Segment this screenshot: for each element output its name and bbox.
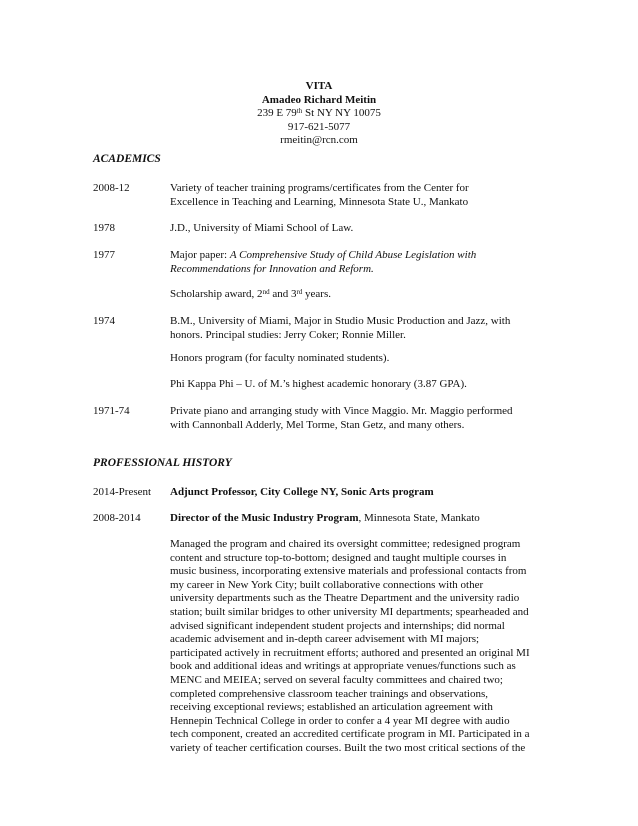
desc-line: Hennepin Technical College in order to confer a 4 year MI degree with audio [170,714,510,727]
desc-line: variety of teacher certification courses. Built the two most critical sections of the [170,741,526,754]
entry-text [170,249,550,276]
job-title: Adjunct Professor, City College NY, Sonic Arts program [170,486,434,498]
desc-line: book and additional ideas and writings at appropriate venues/functions such as [170,660,516,673]
email: rmeitin@rcn.com [280,134,358,146]
entry-year: 1974 [93,315,115,327]
text-part: Scholarship award, 2 [170,288,263,300]
entry-year: 1971-74 [93,405,130,417]
job-employer: , Minnesota State, Mankato [358,512,480,524]
address [0,107,638,121]
desc-line: participated actively in recruitment efforts; authored and presented an original MI [170,646,530,659]
desc-line: MENC and MEIEA; served on several faculty committees and chaired two; [170,673,503,686]
entry-label: Major paper: [170,249,230,261]
address-ordinal: th [296,107,303,115]
document-title: VITA [305,80,333,92]
text-part: and 3 [269,288,297,300]
job-year: 2008-2014 [93,512,141,524]
honors-line: Honors program (for faculty nominated students). [170,352,390,364]
phi-kappa-phi-line: Phi Kappa Phi – U. of M.’s highest academic honorary (3.87 GPA). [170,378,467,390]
entry-year: 1977 [93,249,115,261]
job-heading [170,512,550,526]
entry-text [170,222,550,236]
entry-line: Excellence in Teaching and Learning, Minnesota State U., Mankato [170,195,469,208]
paper-title-cont: Recommendations for Innovation and Reform. [170,262,374,275]
ordinal: rd [296,288,303,296]
entry-line [170,249,550,263]
entry-line: B.M., University of Miami, Major in Studio Music Production and Jazz, with [170,315,511,327]
person-name: Amadeo Richard Meitin [261,93,377,106]
desc-line: my career in New York City; built collaborative connections with other [170,578,484,591]
entry-line: with Cannonball Adderly, Mel Torme, Stan Getz, and many others. [170,418,465,431]
desc-line: advised significant independent student projects and internships; did normal [170,619,505,632]
phone: 917-621-5077 [287,120,351,133]
paper-title: A Comprehensive Study of Child Abuse Legislation with [229,249,477,261]
entry-line: Variety of teacher training programs/certificates from the Center for [170,182,469,194]
entry-text [170,405,550,432]
entry-year: 2008-12 [93,182,130,194]
entry-line: honors. Principal studies: Jerry Coker; Ronnie Miller. [170,328,406,341]
desc-line: Managed the program and chaired its oversight committee; redesigned program [170,538,521,550]
job-title: Director of the Music Industry Program [170,512,359,524]
text-part: years. [302,288,332,300]
desc-line: academic advisement and in-depth career advisement with MI majors; [170,633,480,646]
academics-heading: ACADEMICS [93,153,161,165]
entry-line [170,288,550,302]
professional-heading: PROFESSIONAL HISTORY [93,457,232,469]
job-year: 2014-Present [93,486,152,498]
desc-line: music business, incorporating extensive materials and professional contacts from [170,565,527,578]
desc-line: station; built similar bridges to other university MI departments; spearheaded and [170,605,529,618]
desc-line: university departments such as the Theatre Department and the university radio [170,592,520,605]
desc-line: completed comprehensive classroom teacher trainings and observations, [170,687,488,700]
desc-line: receiving exceptional reviews; established an articulation agreement with [170,701,493,714]
entry-text [170,315,550,342]
vita-header [0,80,638,148]
scholarship-line [170,288,550,302]
entry-year: 1978 [93,222,115,234]
entry-text [170,182,550,209]
entry-line: Private piano and arranging study with Vince Maggio. Mr. Maggio performed [170,405,513,417]
desc-line: tech component, created an accredited certificate program in MI. Participated in a [170,728,530,741]
address-street: 239 E 79 [257,107,297,119]
entry-line: J.D., University of Miami School of Law. [170,222,354,234]
ordinal: nd [262,288,270,296]
address-city: St NY NY 10075 [302,107,381,119]
job-description [170,538,550,756]
desc-line: content and structure top-to-bottom; designed and taught multiple courses in [170,551,507,564]
